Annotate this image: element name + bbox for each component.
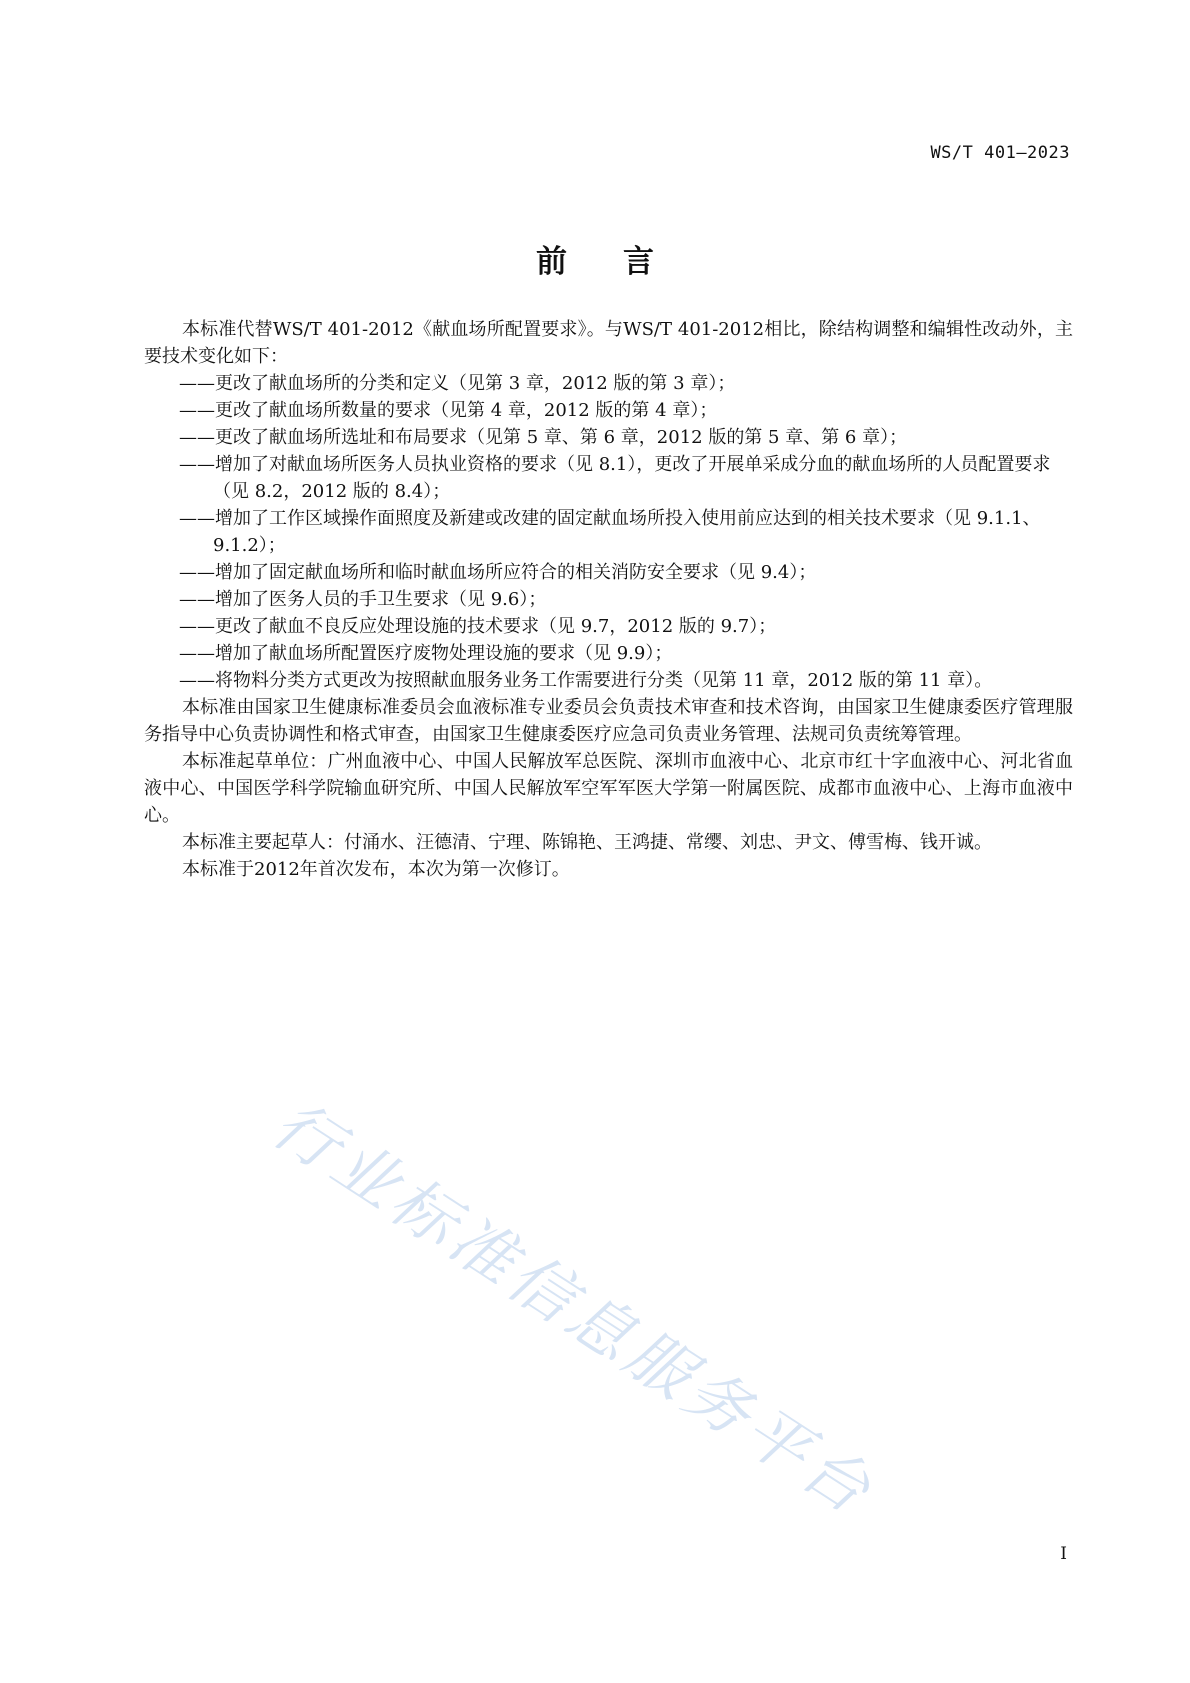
review-paragraph: 本标准由国家卫生健康标准委员会血液标准专业委员会负责技术审查和技术咨询，由国家卫生健康委医疗管理服务指导中心负责协调性和格式审查，由国家卫生健康委医疗应急司负责业务管理、法规司负责统筹管理。 — [144, 697, 1073, 745]
page-number: I — [1060, 1544, 1067, 1564]
list-item — [144, 667, 1073, 694]
list-item-text: 增加了固定献血场所和临时献血场所应符合的相关消防安全要求（见 9.4）； — [215, 562, 817, 583]
list-dash: —— — [179, 373, 215, 394]
list-dash: —— — [179, 562, 215, 583]
list-item-text: 更改了献血场所的分类和定义（见第 3 章，2012 版的第 3 章）； — [215, 373, 736, 394]
drafting-units-paragraph: 本标准起草单位：广州血液中心、中国人民解放军总医院、深圳市血液中心、北京市红十字血液中心、河北省血液中心、中国医学科学院输血研究所、中国人民解放军空军军医大学第一附属医院、成都市血液中心、上海市血液中心。 — [144, 751, 1073, 826]
list-item-text: 增加了医务人员的手卫生要求（见 9.6）； — [215, 589, 547, 610]
list-dash: —— — [179, 589, 215, 610]
list-dash: —— — [179, 616, 215, 637]
list-item — [144, 559, 1073, 586]
list-dash: —— — [179, 427, 215, 448]
list-item-text: 更改了献血场所选址和布局要求（见第 5 章、第 6 章，2012 版的第 5 章、第 6 章）； — [215, 427, 908, 448]
standard-code: WS/T 401—2023 — [930, 143, 1070, 163]
list-item — [144, 640, 1073, 667]
list-dash: —— — [179, 454, 215, 475]
list-item-text: 增加了对献血场所医务人员执业资格的要求（见 8.1），更改了开展单采成分血的献血场所的人员配置要求（见 8.2，2012 版的 8.4）； — [213, 454, 1051, 502]
drafters-paragraph: 本标准主要起草人：付涌水、汪德清、宁理、陈锦艳、王鸿捷、常缨、刘忠、尹文、傅雪梅、钱开诚。 — [182, 832, 992, 853]
list-item-text: 增加了工作区域操作面照度及新建或改建的固定献血场所投入使用前应达到的相关技术要求（见 9.1.1、9.1.2）； — [213, 508, 1041, 556]
list-item — [144, 586, 1073, 613]
list-item — [144, 424, 1073, 451]
list-item-text: 更改了献血不良反应处理设施的技术要求（见 9.7，2012 版的 9.7）； — [215, 616, 777, 637]
list-item-text: 增加了献血场所配置医疗废物处理设施的要求（见 9.9）； — [215, 643, 673, 664]
intro-paragraph: 本标准代替WS/T 401-2012《献血场所配置要求》。与WS/T 401-2012相比，除结构调整和编辑性改动外，主要技术变化如下： — [144, 319, 1073, 367]
list-item-text: 将物料分类方式更改为按照献血服务业务工作需要进行分类（见第 11 章，2012 版的第 11 章）。 — [215, 670, 993, 691]
list-item — [144, 451, 1073, 505]
list-item — [144, 613, 1073, 640]
list-dash: —— — [179, 508, 215, 529]
changes-list — [144, 370, 1073, 694]
page-title: 前言 — [536, 244, 710, 280]
list-dash: —— — [179, 400, 215, 421]
list-dash: —— — [179, 670, 215, 691]
watermark: 行业标准信息服务平台 — [259, 1087, 887, 1531]
list-item — [144, 397, 1073, 424]
list-item-text: 更改了献血场所数量的要求（见第 4 章，2012 版的第 4 章）； — [215, 400, 718, 421]
preface-body — [144, 316, 1073, 883]
list-item — [144, 370, 1073, 397]
list-dash: —— — [179, 643, 215, 664]
list-item — [144, 505, 1073, 559]
history-paragraph: 本标准于2012年首次发布，本次为第一次修订。 — [182, 859, 570, 880]
